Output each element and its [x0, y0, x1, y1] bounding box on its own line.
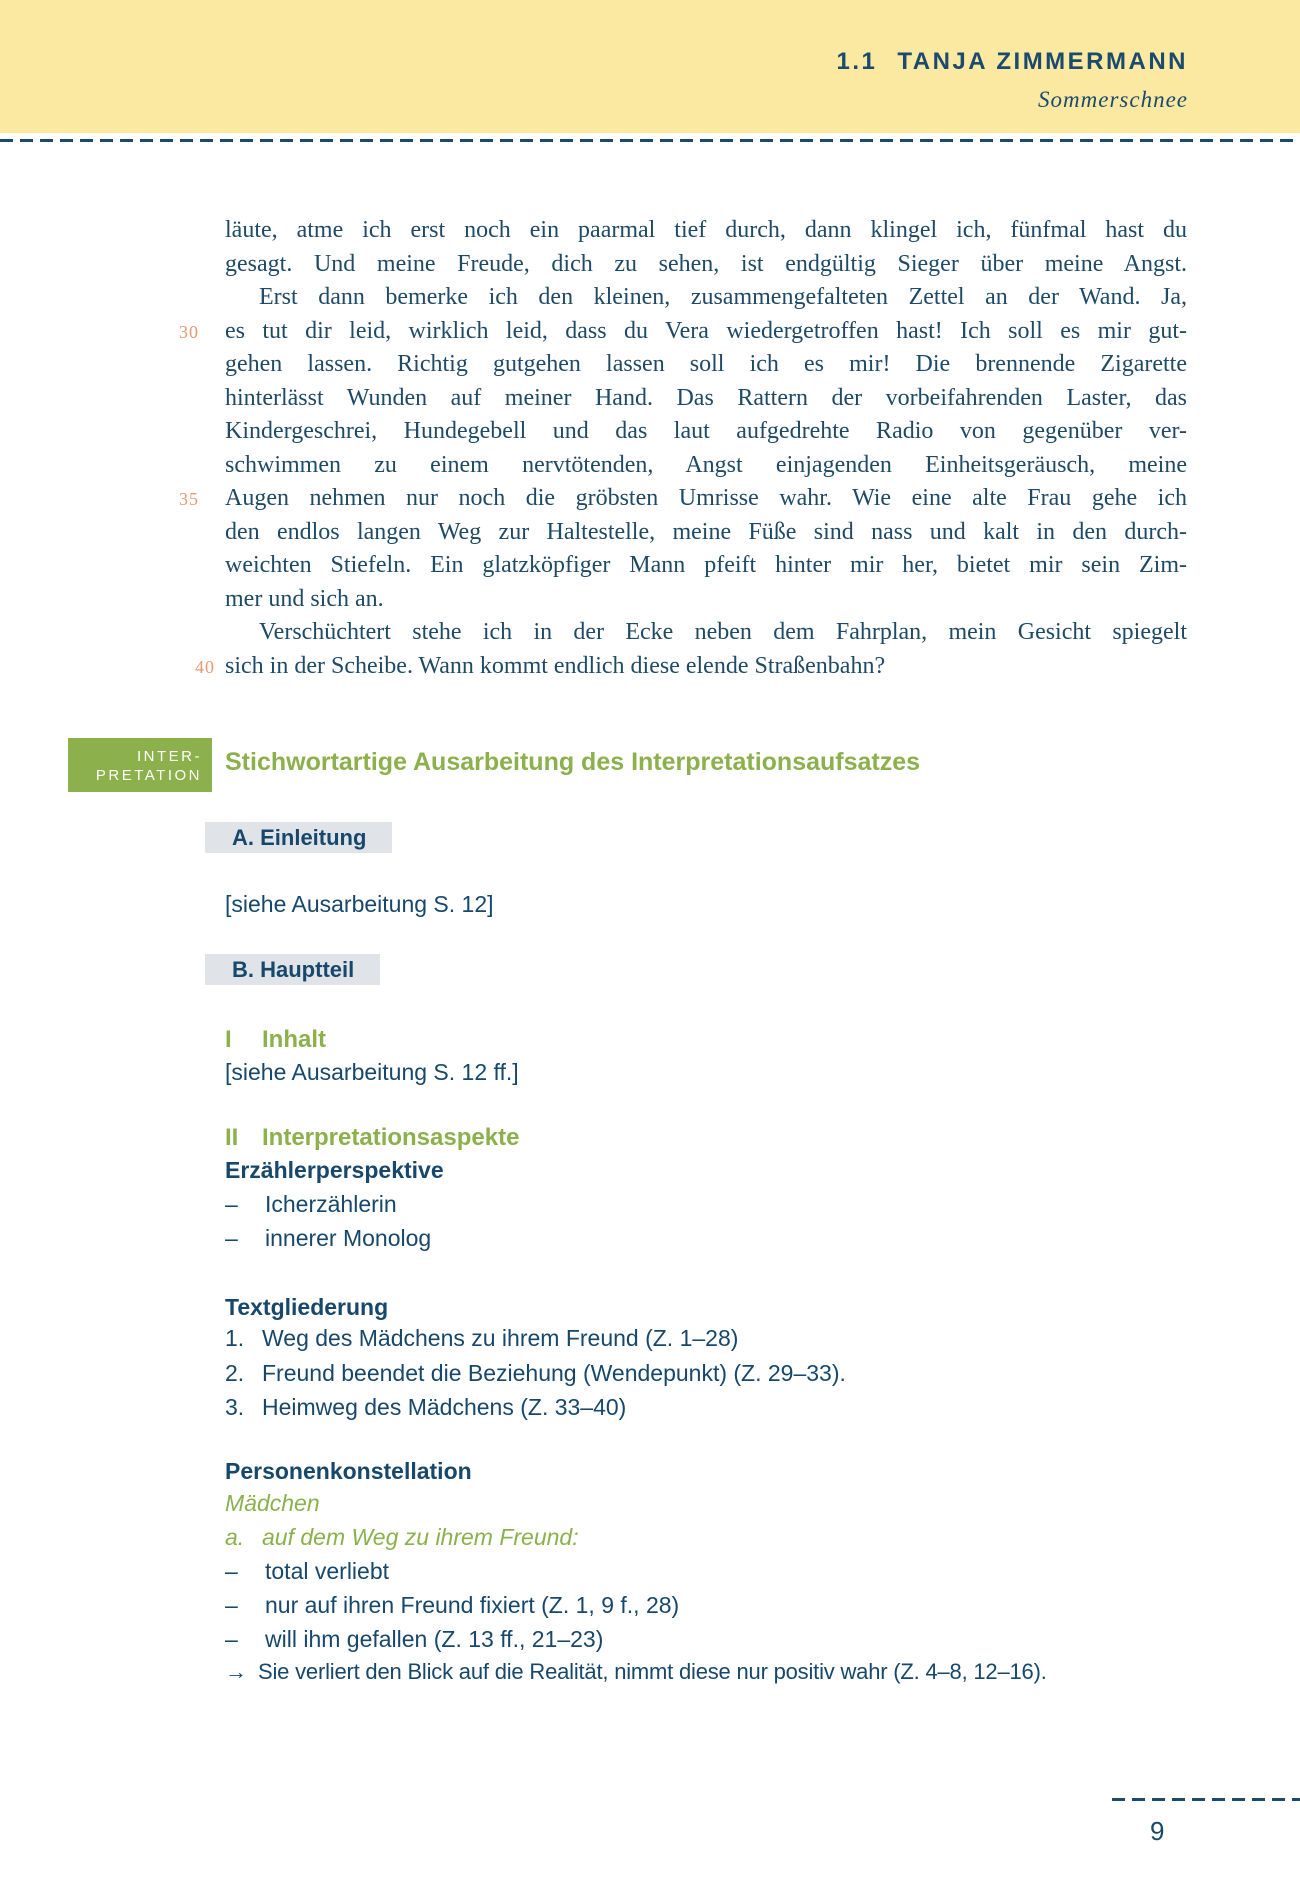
- excerpt-line: [225, 583, 1187, 617]
- conclusion-item: [225, 1661, 1047, 1683]
- dash-marker: –: [225, 1191, 238, 1217]
- excerpt-line: [179, 315, 1187, 349]
- interpretation-title: Stichwortartige Ausarbeitung des Interpretationsaufsatzes: [225, 748, 921, 776]
- list-item-text: Icherzählerin: [265, 1191, 397, 1217]
- excerpt-line-text: weichten Stiefeln. Ein glatzköpfiger Mann pfeift hinter mir her, bietet mir sein Zim-: [225, 552, 1187, 578]
- part-2-heading: [225, 1126, 519, 1150]
- section-a-note: [siehe Ausarbeitung S. 12]: [225, 891, 494, 917]
- excerpt-line: [225, 382, 1187, 416]
- page-number: 9: [1150, 1816, 1165, 1846]
- excerpt-line: [225, 415, 1187, 449]
- excerpt-line-text: hinterlässt Wunden auf meiner Hand. Das Rattern der vorbeifahrenden Laster, das: [225, 384, 1187, 411]
- list-item: [225, 1227, 431, 1250]
- line-number: 30: [179, 321, 199, 342]
- dash-marker: –: [225, 1592, 238, 1618]
- excerpt-line-text: es tut dir leid, wirklich leid, dass du Vera wiedergetroffen hast! Ich soll es mir gut-: [225, 317, 1187, 344]
- list-item-text: innerer Monolog: [265, 1225, 432, 1251]
- running-head: [836, 48, 1188, 113]
- interpretation-label-line2: PRETATION: [95, 767, 202, 784]
- interpretation-margin-label: [68, 738, 212, 792]
- number-marker: 2.: [225, 1360, 245, 1386]
- header-dashed-rule: [0, 139, 1300, 142]
- footer-dashed-rule: [1112, 1798, 1300, 1801]
- erzaehlerperspektive-heading: Erzählerperspektive: [225, 1157, 444, 1183]
- phase-item-text: auf dem Weg zu ihrem Freund:: [262, 1524, 579, 1550]
- personenkonstellation-heading: Personenkonstellation: [225, 1458, 472, 1484]
- excerpt-line-text: gehen lassen. Richtig gutgehen lassen soll ich es mir! Die brennende Zigarette: [225, 351, 1187, 377]
- section-a-heading: A. Einleitung: [205, 822, 392, 853]
- excerpt-line-text: Verschüchtert stehe ich in der Ecke neben dem Fahrplan, mein Gesicht spiegelt: [259, 619, 1187, 645]
- interpretation-label-line1: INTER-: [137, 748, 202, 765]
- excerpt-line: [195, 650, 1187, 684]
- part-1-heading: [225, 1028, 326, 1052]
- excerpt-line-text: Erst dann bemerke ich den kleinen, zusammengefalteten Zettel an der Wand. Ja,: [259, 284, 1187, 310]
- arrow-icon: →: [225, 1659, 247, 1684]
- dash-marker: –: [225, 1225, 238, 1251]
- part-1-title: Inhalt: [262, 1026, 326, 1053]
- conclusion-text: Sie verliert den Blick auf die Realität, nimmt diese nur positiv wahr (Z. 4–8, 12–16).: [258, 1659, 1047, 1684]
- excerpt-line: [225, 214, 1187, 248]
- chapter-author-line: [836, 48, 1188, 76]
- numbered-item: [225, 1327, 738, 1350]
- number-marker: 3.: [225, 1394, 245, 1420]
- author-name: TANJA ZIMMERMANN: [897, 48, 1188, 75]
- excerpt-line: [225, 449, 1187, 483]
- header-band: [0, 0, 1300, 133]
- number-marker: 1.: [225, 1325, 245, 1351]
- excerpt-line-text: den endlos langen Weg zur Haltestelle, meine Füße sind nass und kalt in den durch-: [225, 518, 1187, 545]
- excerpt-line: [225, 248, 1187, 282]
- dash-marker: –: [225, 1558, 238, 1584]
- dash-marker: –: [225, 1626, 238, 1652]
- list-item-text: nur auf ihren Freund fixiert (Z. 1, 9 f., 28): [265, 1592, 680, 1618]
- numbered-item: [225, 1362, 846, 1385]
- work-title: Sommerschnee: [1038, 87, 1188, 112]
- line-number: 35: [179, 489, 199, 509]
- excerpt-line-text: Kindergeschrei, Hundegebell und das laut aufgedrehte Radio von gegenüber ver-: [225, 418, 1187, 444]
- part-1-note: [siehe Ausarbeitung S. 12 ff.]: [225, 1059, 519, 1085]
- excerpt-line: [225, 516, 1187, 550]
- numbered-item-text: Weg des Mädchens zu ihrem Freund (Z. 1–28): [262, 1325, 739, 1351]
- excerpt-lines: [179, 214, 1187, 683]
- excerpt-line-text: Augen nehmen nur noch die gröbsten Umrisse wahr. Wie eine alte Frau gehe ich: [225, 485, 1187, 511]
- part-2-numeral: II: [225, 1124, 239, 1151]
- excerpt-line-text: sich in der Scheibe. Wann kommt endlich diese elende Straßenbahn?: [225, 652, 886, 679]
- list-item: [225, 1628, 603, 1651]
- line-number: 40: [195, 656, 215, 677]
- list-item-text: will ihm gefallen (Z. 13 ff., 21–23): [265, 1626, 604, 1652]
- excerpt-line-text: gesagt. Und meine Freude, dich zu sehen, ist endgültig Sieger über meine Angst.: [225, 250, 1187, 277]
- excerpt-line: [225, 281, 1187, 315]
- section-b-heading: B. Hauptteil: [205, 954, 380, 985]
- phase-item: [225, 1526, 579, 1549]
- excerpt-line-text: schwimmen zu einem nervtötenden, Angst einjagenden Einheitsgeräusch, meine: [225, 451, 1187, 478]
- excerpt-line: [225, 348, 1187, 382]
- list-item: [225, 1594, 679, 1617]
- numbered-item-text: Heimweg des Mädchens (Z. 33–40): [262, 1394, 627, 1420]
- excerpt-line-text: läute, atme ich erst noch ein paarmal tief durch, dann klingel ich, fünfmal hast du: [225, 217, 1187, 243]
- excerpt-line-text: mer und sich an.: [225, 585, 384, 612]
- letter-marker: a.: [225, 1524, 245, 1550]
- numbered-item-text: Freund beendet die Beziehung (Wendepunkt) (Z. 29–33).: [262, 1360, 846, 1386]
- textgliederung-heading: Textgliederung: [225, 1294, 389, 1320]
- excerpt-line: [225, 616, 1187, 650]
- numbered-item: [225, 1396, 626, 1419]
- excerpt-line: [225, 549, 1187, 583]
- part-2-title: Interpretationsaspekte: [262, 1124, 520, 1151]
- excerpt-line: [179, 482, 1187, 516]
- chapter-number: 1.1: [836, 48, 878, 75]
- part-1-numeral: I: [225, 1026, 232, 1053]
- list-item: [225, 1560, 389, 1583]
- list-item-text: total verliebt: [265, 1558, 390, 1584]
- figure-label: Mädchen: [225, 1490, 320, 1516]
- list-item: [225, 1193, 397, 1216]
